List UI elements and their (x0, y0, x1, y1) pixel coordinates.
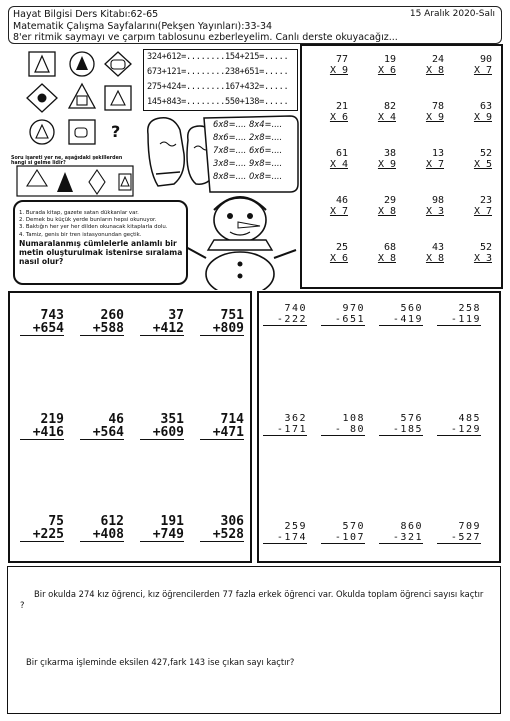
sentence-1: 1. Burada kitap, gazete satan dükkanlar var. (19, 210, 139, 216)
subtraction-operand-bottom: -527 (437, 532, 481, 544)
addition-problem (140, 515, 184, 542)
multiplication-operand-top: 29 (383, 195, 396, 206)
subtraction-operand-top: 860 (400, 521, 423, 532)
multiplication-operand-top: 24 (431, 54, 444, 65)
multiplication-operand-top: 61 (335, 148, 348, 159)
subtraction-operand-top: 740 (284, 303, 307, 314)
multiplication-operand-top: 63 (479, 101, 492, 112)
addition-list-row: 673+121=........238+651=..... (147, 67, 289, 77)
subtraction-problem (437, 521, 481, 544)
eights-row: 7x8=.... 6x6=.... (213, 145, 283, 155)
multiplication-operand-bottom: X 7 (329, 206, 348, 217)
addition-operand-bottom: +412 (140, 322, 184, 336)
multiplication-problem (412, 195, 444, 217)
addition-problem (140, 413, 184, 440)
multiplication-problem (364, 195, 396, 217)
multiplication-problem (316, 195, 348, 217)
multiplication-problem (460, 195, 492, 217)
multiplication-problem (316, 54, 348, 76)
subtraction-problem (437, 303, 481, 326)
snowman-illustration (180, 190, 300, 290)
multiplication-operand-bottom: X 9 (473, 112, 492, 123)
addition-operand-top: 46 (108, 412, 124, 427)
subtraction-problem (321, 413, 365, 436)
addition-operand-top: 743 (40, 308, 64, 323)
multiplication-operand-bottom: X 8 (425, 253, 444, 264)
multiplication-operand-top: 77 (335, 54, 348, 65)
subtraction-operand-bottom: -321 (379, 532, 423, 544)
addition-problem (140, 309, 184, 336)
subtraction-operand-bottom: - 80 (321, 424, 365, 436)
subtraction-problem (437, 413, 481, 436)
multiplication-operand-top: 82 (383, 101, 396, 112)
addition-problem (20, 413, 64, 440)
multiplication-operand-bottom: X 8 (377, 206, 396, 217)
multiplication-problem (316, 101, 348, 123)
subtraction-operand-top: 560 (400, 303, 423, 314)
multiplication-problem (412, 242, 444, 264)
puzzle-question-mark: ? (111, 122, 121, 141)
multiplication-operand-bottom: X 5 (473, 159, 492, 170)
addition-operand-top: 306 (220, 514, 244, 529)
subtraction-operand-bottom: -174 (263, 532, 307, 544)
sentence-4: 4. Tamiz, genis bir tren istasyonundan geçtik. (19, 231, 142, 238)
addition-problem (20, 309, 64, 336)
addition-list-box (143, 49, 298, 111)
subtraction-operand-bottom: -222 (263, 314, 307, 326)
addition-operand-bottom: +564 (80, 426, 124, 440)
subtraction-problem (379, 413, 423, 436)
multiplication-operand-bottom: X 8 (377, 253, 396, 264)
addition-problem (200, 515, 244, 542)
multiplication-problem (460, 101, 492, 123)
multiplication-operand-bottom: X 7 (473, 65, 492, 76)
addition-operand-top: 351 (160, 412, 184, 427)
addition-operand-bottom: +809 (200, 322, 244, 336)
multiplication-operand-bottom: X 6 (377, 65, 396, 76)
puzzle-caption: Soru işareti yer ne, aşağıdaki şekillerden hangi si gelme lidir? (11, 156, 123, 166)
multiplication-problem (412, 54, 444, 76)
word-problem-1: Bir okulda 274 kız öğrenci, kız öğrencilerden 77 fazla erkek öğrenci var. Okulda toplam öğrenci sayısı kaçtır ? (20, 589, 484, 610)
multiplication-operand-bottom: X 7 (473, 206, 492, 217)
subtraction-panel (257, 291, 501, 563)
subtraction-problem (321, 303, 365, 326)
addition-operand-top: 714 (220, 412, 244, 427)
addition-operand-bottom: +654 (20, 322, 64, 336)
multiplication-operand-top: 46 (335, 195, 348, 206)
multiplication-operand-top: 98 (431, 195, 444, 206)
multiplication-operand-bottom: X 6 (329, 112, 348, 123)
subtraction-operand-bottom: -129 (437, 424, 481, 436)
addition-operand-top: 612 (100, 514, 124, 529)
multiplication-operand-bottom: X 9 (329, 65, 348, 76)
addition-list-row: 324+612=........154+215=..... (147, 52, 289, 62)
eights-list (213, 118, 282, 183)
subtraction-problem (379, 303, 423, 326)
multiplication-problem (460, 54, 492, 76)
eights-row: 3x8=.... 9x8=.... (213, 158, 283, 168)
multiplication-operand-bottom: X 3 (425, 206, 444, 217)
multiplication-operand-bottom: X 6 (329, 253, 348, 264)
subtraction-problem (263, 521, 307, 544)
addition-problem (80, 515, 124, 542)
multiplication-problem (412, 148, 444, 170)
multiplication-problem (364, 242, 396, 264)
addition-problem (80, 413, 124, 440)
subtraction-operand-top: 362 (284, 413, 307, 424)
subtraction-operand-top: 258 (458, 303, 481, 314)
sentence-order-question: Numaralanmış cümlelerle anlamlı bir metin oluşturulmak istenirse sıralama nasıl olur? (19, 238, 183, 266)
multiplication-operand-top: 78 (431, 101, 444, 112)
addition-problem (200, 413, 244, 440)
sentence-order-bubble (13, 200, 188, 285)
subtraction-operand-bottom: -107 (321, 532, 365, 544)
eights-row: 6x8=.... 8x4=.... (213, 119, 283, 129)
subtraction-operand-bottom: -119 (437, 314, 481, 326)
eights-row: 8x6=.... 2x8=.... (213, 132, 283, 142)
multiplication-operand-bottom: X 9 (377, 159, 396, 170)
subtraction-problem (263, 413, 307, 436)
addition-operand-bottom: +408 (80, 528, 124, 542)
multiplication-operand-top: 52 (479, 148, 492, 159)
header-date: 15 Aralık 2020-Salı (409, 9, 495, 19)
addition-operand-bottom: +609 (140, 426, 184, 440)
multiplication-operand-top: 13 (431, 148, 444, 159)
multiplication-operand-bottom: X 7 (425, 159, 444, 170)
addition-operand-bottom: +528 (200, 528, 244, 542)
multiplication-operand-bottom: X 9 (425, 112, 444, 123)
addition-list-row: 275+424=........167+432=..... (147, 82, 289, 92)
sentence-3: 3. Baktığın her yer her dilden okunacak kitaplarla dolu. (19, 224, 168, 231)
multiplication-problem (460, 148, 492, 170)
subtraction-operand-bottom: -185 (379, 424, 423, 436)
addition-operand-top: 260 (100, 308, 124, 323)
word-problem-2: Bir çıkarma işleminde eksilen 427,fark 143 ise çıkan sayı kaçtır? (26, 657, 295, 667)
multiplication-problem (460, 242, 492, 264)
multiplication-operand-bottom: X 4 (329, 159, 348, 170)
multiplication-operand-top: 43 (431, 242, 444, 253)
addition-operand-top: 37 (168, 308, 184, 323)
addition-panel (8, 291, 252, 563)
subtraction-operand-top: 259 (284, 521, 307, 532)
addition-operand-top: 75 (48, 514, 64, 529)
addition-operand-top: 191 (160, 514, 184, 529)
subtraction-operand-top: 576 (400, 413, 423, 424)
subtraction-problem (263, 303, 307, 326)
subtraction-operand-top: 570 (342, 521, 365, 532)
multiplication-operand-bottom: X 8 (425, 65, 444, 76)
addition-operand-top: 219 (40, 412, 64, 427)
addition-list-row: 145+843=........550+138=..... (147, 97, 289, 107)
addition-operand-top: 751 (220, 308, 244, 323)
header-line-2: Matematik Çalışma Sayfalarını(Pekşen Yayınları):33-34 (13, 21, 273, 32)
multiplication-problem (316, 242, 348, 264)
subtraction-operand-top: 970 (342, 303, 365, 314)
multiplication-problem (364, 101, 396, 123)
sentence-2: 2. Demek bu küçük yerde bunların hepsi okunuyor. (19, 217, 157, 224)
subtraction-operand-bottom: -171 (263, 424, 307, 436)
multiplication-problem (364, 148, 396, 170)
subtraction-operand-top: 709 (458, 521, 481, 532)
subtraction-operand-top: 108 (342, 413, 365, 424)
addition-operand-bottom: +588 (80, 322, 124, 336)
subtraction-operand-bottom: -419 (379, 314, 423, 326)
multiplication-operand-top: 52 (479, 242, 492, 253)
multiplication-operand-bottom: X 3 (473, 253, 492, 264)
addition-operand-bottom: +416 (20, 426, 64, 440)
multiplication-box (300, 44, 503, 289)
addition-problem (80, 309, 124, 336)
addition-problem (200, 309, 244, 336)
addition-operand-bottom: +749 (140, 528, 184, 542)
multiplication-operand-top: 25 (335, 242, 348, 253)
header-line-3: 8'er ritmik saymayı ve çarpım tablosunu ezberleyelim. Canlı derste okuyacağız... (13, 32, 398, 43)
multiplication-operand-top: 19 (383, 54, 396, 65)
multiplication-operand-top: 21 (335, 101, 348, 112)
eights-row: 8x8=.... 0x8=.... (213, 171, 283, 181)
subtraction-problem (321, 521, 365, 544)
multiplication-problem (412, 101, 444, 123)
word-problems-box (7, 566, 501, 714)
multiplication-operand-bottom: X 4 (377, 112, 396, 123)
addition-operand-bottom: +471 (200, 426, 244, 440)
addition-operand-bottom: +225 (20, 528, 64, 542)
header-line-1: Hayat Bilgisi Ders Kitabı:62-65 (13, 9, 159, 20)
shape-puzzle (7, 46, 137, 198)
subtraction-problem (379, 521, 423, 544)
multiplication-operand-top: 38 (383, 148, 396, 159)
multiplication-operand-top: 23 (479, 195, 492, 206)
subtraction-operand-bottom: -651 (321, 314, 365, 326)
addition-problem (20, 515, 64, 542)
subtraction-operand-top: 485 (458, 413, 481, 424)
multiplication-problem (364, 54, 396, 76)
multiplication-operand-top: 90 (479, 54, 492, 65)
multiplication-problem (316, 148, 348, 170)
header-box (8, 6, 502, 44)
multiplication-operand-top: 68 (383, 242, 396, 253)
